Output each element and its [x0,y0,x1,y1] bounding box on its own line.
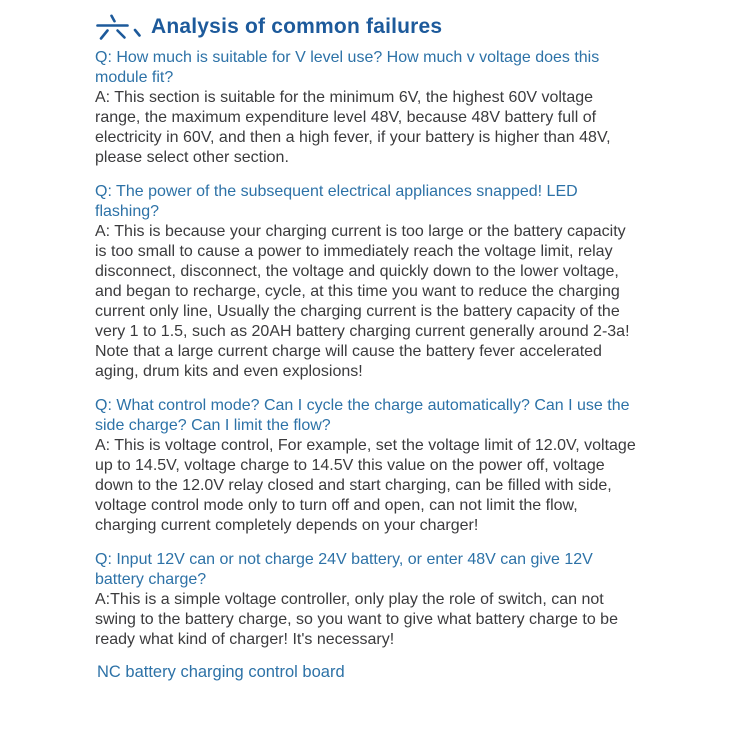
qa-block-2 [95,182,639,382]
answer-text: A: This section is suitable for the minimum 6V, the highest 60V voltage range, the maximum expenditure level 48V, because 48V battery full of electricity in 60V, and then a high fever, if your battery is higher than 48V, please select other section. [95,89,611,166]
question-text: Q: Input 12V can or not charge 24V battery, or enter 48V can give 12V battery charge? [95,551,593,588]
qa-block-3 [95,396,639,536]
page-title: Analysis of common failures [151,15,443,38]
answer-text: A:This is a simple voltage controller, only play the role of switch, can not swing to the battery charge, so you want to give what battery charge to be ready what kind of charger! It's necessary! [95,591,618,648]
qa-block-4 [95,550,639,650]
question-text: Q: What control mode? Can I cycle the charge automatically? Can I use the side charge? Can I limit the flow? [95,397,630,434]
answer-text: A: This is because your charging current is too large or the battery capacity is too small to cause a power to immediately reach the voltage limit, relay disconnect, disconnect, the voltage and quickly down to the lower voltage, and began to recharge, cycle, at this time you want to reduce the charging current only line, Usually the charging current is the battery capacity of the very 1 to 1.5, such as 20AH battery charging current generally around 2-3a! Note that a large current charge will cause the battery fever accelerated aging, drum kits and even explosions! [95,223,630,380]
question-text: Q: The power of the subsequent electrical appliances snapped! LED flashing? [95,183,578,220]
qa-block-1 [95,48,639,168]
section-title-row [95,14,639,40]
answer-text: A: This is voltage control, For example, set the voltage limit of 12.0V, voltage up to 14.5V, voltage charge to 14.5V this value on the power off, voltage down to the 12.0V relay closed and start charging, can be filled with side, voltage control mode only to turn off and open, can not limit the flow, charging current completely depends on your charger! [95,437,636,534]
product-name-footer: NC battery charging control board [97,663,345,681]
section-number-glyph [95,14,143,40]
question-text: Q: How much is suitable for V level use? How much v voltage does this module fit? [95,49,600,86]
